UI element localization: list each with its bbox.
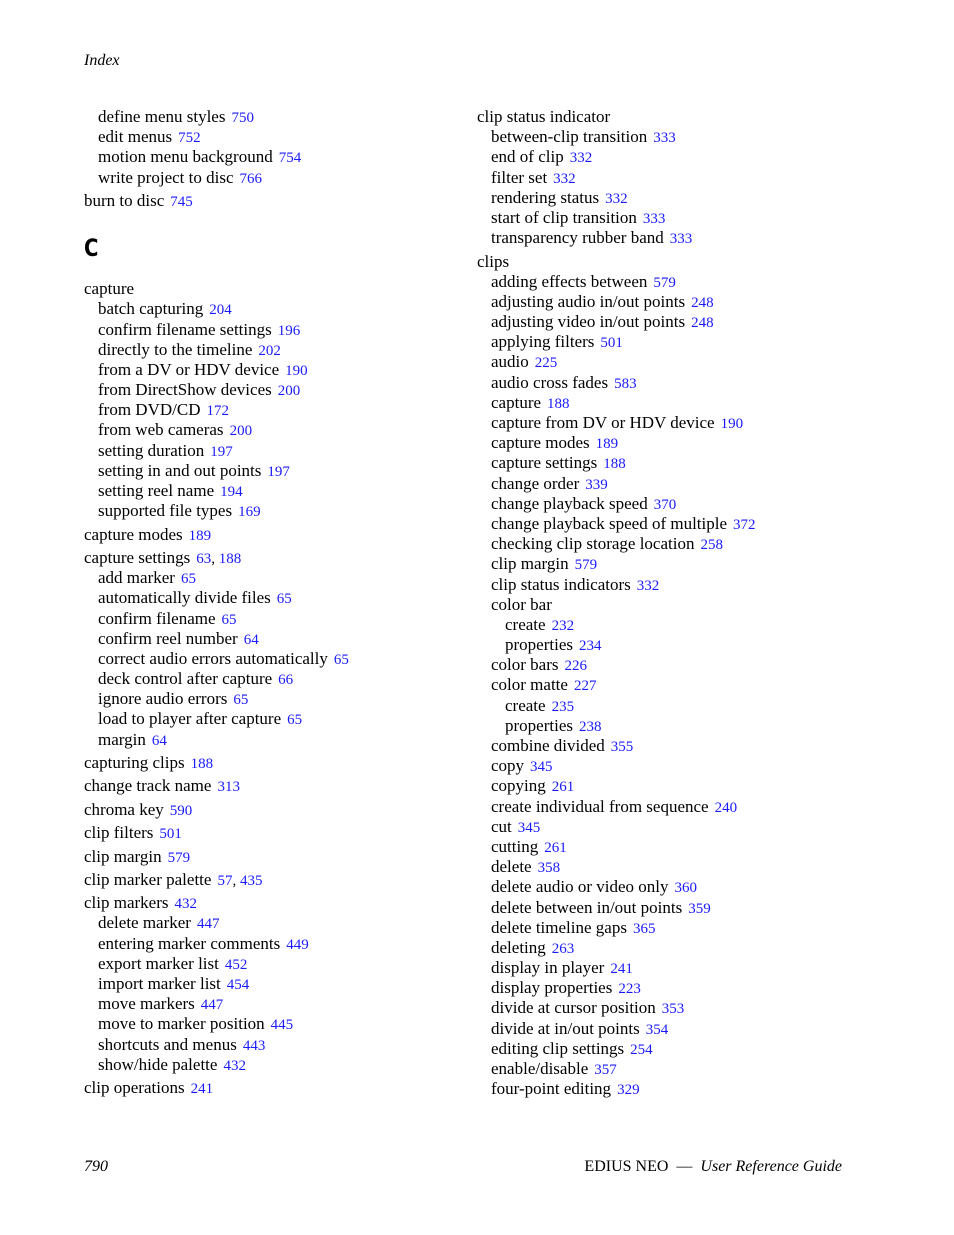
index-entry xyxy=(477,228,877,248)
index-term: export marker list xyxy=(98,953,219,973)
index-term: capture modes xyxy=(84,524,183,544)
page-link[interactable]: 65 xyxy=(333,651,349,668)
page-separator: , xyxy=(211,550,219,567)
page-link[interactable]: 63 xyxy=(196,550,212,567)
index-term: capture xyxy=(491,392,542,412)
index-entry xyxy=(84,669,464,689)
index-entry xyxy=(477,554,877,574)
page-link[interactable]: 435 xyxy=(239,872,263,889)
index-entry xyxy=(477,188,877,208)
page-link[interactable]: 196 xyxy=(277,322,301,339)
page-link[interactable]: 365 xyxy=(632,920,656,937)
index-entry xyxy=(477,575,877,595)
page-link[interactable]: 359 xyxy=(688,900,711,917)
index-term: load to player after capture xyxy=(98,709,282,729)
running-footer xyxy=(584,1157,842,1177)
index-term: audio cross fades xyxy=(491,372,609,392)
index-entry xyxy=(84,481,464,501)
index-entry xyxy=(84,127,464,147)
page-link[interactable]: 204 xyxy=(209,302,232,319)
index-entry xyxy=(477,168,877,188)
index-entry xyxy=(84,893,464,913)
index-entry xyxy=(477,107,877,127)
page-link[interactable]: 261 xyxy=(551,779,575,796)
index-term: import marker list xyxy=(98,974,221,993)
index-term: margin xyxy=(98,729,146,749)
index-entry xyxy=(477,635,877,655)
page-link[interactable]: 754 xyxy=(278,150,302,167)
index-column-left xyxy=(84,107,464,1098)
index-entry xyxy=(477,453,877,473)
index-term: properties xyxy=(505,715,573,735)
running-header: Index xyxy=(84,52,120,69)
page-number: 790 xyxy=(84,1158,108,1175)
page-link[interactable]: 501 xyxy=(159,826,182,843)
index-entry xyxy=(477,252,877,272)
index-entry xyxy=(477,938,877,958)
index-term: change track name xyxy=(84,776,212,796)
page-link[interactable]: 241 xyxy=(190,1081,214,1098)
index-term: applying filters xyxy=(491,332,595,352)
page-link[interactable]: 432 xyxy=(223,1057,246,1074)
index-entry xyxy=(477,474,877,494)
page-link[interactable]: 65 xyxy=(233,692,249,709)
page-link[interactable]: 261 xyxy=(544,839,567,856)
page-link[interactable]: 432 xyxy=(174,896,197,913)
index-term: move markers xyxy=(98,994,195,1014)
index-term: delete audio or video only xyxy=(491,877,669,897)
page-link[interactable]: 232 xyxy=(551,617,575,634)
index-term: from DirectShow devices xyxy=(98,380,272,400)
footer-product: EDIUS NEO xyxy=(584,1158,669,1175)
page-link[interactable]: 447 xyxy=(196,916,220,933)
page-link[interactable]: 333 xyxy=(642,210,666,227)
index-term: delete xyxy=(491,857,532,877)
page-link[interactable]: 254 xyxy=(630,1041,653,1058)
index-term: clip margin xyxy=(491,554,569,574)
index-entry xyxy=(84,649,464,669)
index-entry xyxy=(84,320,464,340)
page-link[interactable]: 449 xyxy=(286,936,309,953)
index-term: properties xyxy=(505,635,573,655)
page-link[interactable]: 258 xyxy=(700,537,723,554)
index-term: clip marker palette xyxy=(84,869,212,889)
page-link[interactable]: 64 xyxy=(243,631,259,648)
index-term: show/hide palette xyxy=(98,1054,218,1074)
index-term: change order xyxy=(491,473,580,493)
index-entry xyxy=(477,655,877,675)
page-link[interactable]: 65 xyxy=(276,591,292,608)
page-link[interactable]: 445 xyxy=(270,1017,294,1034)
index-term: color matte xyxy=(491,675,568,695)
index-term: from a DV or HDV device xyxy=(98,359,280,379)
page-link[interactable]: 354 xyxy=(645,1021,669,1038)
index-entry xyxy=(477,998,877,1018)
index-term: add marker xyxy=(98,568,175,588)
page-link[interactable]: 194 xyxy=(220,484,243,500)
index-term: cut xyxy=(491,816,512,836)
page-link[interactable]: 197 xyxy=(210,443,233,460)
page-link[interactable]: 65 xyxy=(287,712,303,729)
page-link[interactable]: 189 xyxy=(188,527,212,544)
index-entry xyxy=(84,279,464,299)
page-link[interactable]: 339 xyxy=(585,476,608,493)
index-term: display in player xyxy=(491,958,605,978)
index-term: clip filters xyxy=(84,823,154,843)
index-term: change playback speed of multiple xyxy=(491,513,728,533)
index-term: divide at cursor position xyxy=(491,998,656,1018)
index-term: burn to disc xyxy=(84,190,165,210)
page-link[interactable]: 65 xyxy=(221,611,237,628)
index-entry xyxy=(477,1059,877,1079)
index-entry xyxy=(477,534,877,554)
page-link[interactable]: 579 xyxy=(167,849,191,866)
index-term: chroma key xyxy=(84,799,164,819)
page-link[interactable]: 172 xyxy=(206,403,229,420)
index-term: shortcuts and menus xyxy=(98,1034,237,1054)
index-entry xyxy=(84,420,464,440)
index-entry xyxy=(477,716,877,736)
index-entry xyxy=(477,675,877,695)
index-term: rendering status xyxy=(491,187,600,207)
page-link[interactable]: 225 xyxy=(534,355,558,372)
index-term: confirm reel number xyxy=(98,628,238,648)
page-link[interactable]: 190 xyxy=(285,362,308,379)
index-term: from web cameras xyxy=(98,420,224,440)
page-link[interactable]: 241 xyxy=(610,961,633,978)
index-term: setting duration xyxy=(98,440,205,460)
index-term: change playback speed xyxy=(491,493,648,513)
index-entry xyxy=(477,147,877,167)
index-term: audio xyxy=(491,352,529,372)
section-letter: C xyxy=(84,234,99,263)
index-entry xyxy=(477,514,877,534)
page-link[interactable]: 188 xyxy=(603,456,626,473)
page-link[interactable]: 188 xyxy=(218,550,242,567)
index-entry xyxy=(477,918,877,938)
index-entry xyxy=(477,857,877,877)
index-entry xyxy=(84,380,464,400)
index-term: adjusting audio in/out points xyxy=(491,291,686,311)
index-entry xyxy=(84,360,464,380)
index-entry xyxy=(477,1039,877,1059)
index-entry xyxy=(84,441,464,461)
index-entry xyxy=(477,373,877,393)
index-term: capture xyxy=(84,279,135,299)
page-link[interactable]: 443 xyxy=(242,1037,266,1054)
page-link[interactable]: 452 xyxy=(224,956,248,973)
index-entry xyxy=(477,312,877,332)
index-term: start of clip transition xyxy=(491,207,637,227)
index-entry xyxy=(477,352,877,372)
index-term: deck control after capture xyxy=(98,669,273,689)
index-entry xyxy=(84,954,464,974)
page-link[interactable]: 358 xyxy=(537,860,561,877)
index-entry xyxy=(477,615,877,635)
page-link[interactable]: 329 xyxy=(617,1082,640,1099)
index-entry xyxy=(84,974,464,994)
index-entry xyxy=(84,501,464,521)
index-entry xyxy=(84,525,464,545)
page-link[interactable]: 235 xyxy=(551,698,575,715)
index-term: color bars xyxy=(491,655,559,675)
index-term: motion menu background xyxy=(98,147,273,167)
page-link[interactable]: 345 xyxy=(517,819,541,836)
page-link[interactable]: 333 xyxy=(653,130,676,147)
index-entry xyxy=(84,568,464,588)
page-link[interactable]: 188 xyxy=(190,756,214,772)
index-entry xyxy=(84,934,464,954)
index-term: write project to disc xyxy=(98,167,234,187)
index-term: confirm filename settings xyxy=(98,319,272,339)
index-term: four-point editing xyxy=(491,1079,612,1099)
index-entry xyxy=(84,1014,464,1034)
page-link[interactable]: 169 xyxy=(238,504,261,521)
index-term: entering marker comments xyxy=(98,933,281,953)
index-entry xyxy=(84,847,464,867)
page-link[interactable]: 200 xyxy=(277,383,301,400)
index-entry xyxy=(84,730,464,750)
index-entry xyxy=(84,1035,464,1055)
index-entry xyxy=(477,208,877,228)
page-link[interactable]: 332 xyxy=(605,190,628,207)
index-term: delete marker xyxy=(98,913,191,933)
page-link[interactable]: 223 xyxy=(618,981,641,998)
index-entry xyxy=(84,689,464,709)
index-term: batch capturing xyxy=(98,299,204,319)
index-term: directly to the timeline xyxy=(98,339,253,359)
page-link[interactable]: 579 xyxy=(574,557,598,574)
page-link[interactable]: 752 xyxy=(178,130,201,147)
index-term: capturing clips xyxy=(84,753,185,772)
index-term: color bar xyxy=(491,594,552,614)
index-entry xyxy=(84,913,464,933)
index-entry xyxy=(477,837,877,857)
index-term: transparency rubber band xyxy=(491,228,664,248)
index-entry xyxy=(477,756,877,776)
index-entry xyxy=(477,797,877,817)
index-entry xyxy=(477,877,877,897)
index-entry xyxy=(84,753,464,773)
index-entry xyxy=(477,1019,877,1039)
page-link[interactable]: 240 xyxy=(714,799,738,816)
page-link[interactable]: 357 xyxy=(594,1062,617,1078)
index-term: create xyxy=(505,695,546,715)
index-entry xyxy=(477,433,877,453)
page-link[interactable]: 200 xyxy=(229,423,253,440)
page-link[interactable]: 370 xyxy=(653,496,677,513)
index-entry xyxy=(84,299,464,319)
index-entry xyxy=(84,709,464,729)
index-term: automatically divide files xyxy=(98,588,271,608)
index-term: correct audio errors automatically xyxy=(98,648,328,668)
page-link[interactable]: 64 xyxy=(151,732,167,749)
index-entry xyxy=(84,147,464,167)
index-entry xyxy=(84,107,464,127)
index-entry xyxy=(477,978,877,998)
page-link[interactable]: 188 xyxy=(547,395,570,412)
page-link[interactable]: 355 xyxy=(610,739,634,755)
index-entry xyxy=(84,588,464,608)
page-link[interactable]: 226 xyxy=(564,658,588,675)
index-term: create individual from sequence xyxy=(491,796,709,816)
page-link[interactable]: 57 xyxy=(217,872,233,889)
index-term: supported file types xyxy=(98,501,233,521)
index-entry xyxy=(84,609,464,629)
index-entry xyxy=(477,696,877,716)
page-link[interactable]: 332 xyxy=(636,577,660,594)
page-link[interactable]: 590 xyxy=(169,802,193,819)
index-term: edit menus xyxy=(98,127,173,147)
index-entry xyxy=(84,168,464,188)
index-entry xyxy=(84,340,464,360)
index-term: delete between in/out points xyxy=(491,897,683,917)
index-term: copy xyxy=(491,756,525,776)
page-link[interactable]: 766 xyxy=(239,170,262,187)
index-entry xyxy=(477,736,877,756)
index-term: setting reel name xyxy=(98,481,215,500)
page-link[interactable]: 197 xyxy=(267,463,290,480)
index-entry xyxy=(477,494,877,514)
index-term: create xyxy=(505,614,546,634)
page-link[interactable]: 65 xyxy=(180,571,196,588)
index-term: divide at in/out points xyxy=(491,1018,640,1038)
page-link[interactable]: 248 xyxy=(691,294,714,311)
page-link[interactable]: 190 xyxy=(720,416,744,432)
index-entry xyxy=(477,595,877,615)
page-separator: , xyxy=(232,872,240,889)
index-term: capture settings xyxy=(491,453,598,473)
index-entry xyxy=(84,1078,464,1098)
page-link[interactable]: 353 xyxy=(661,1001,685,1018)
index-term: confirm filename xyxy=(98,608,216,628)
footer-guide-title: User Reference Guide xyxy=(700,1158,842,1175)
page-link[interactable]: 583 xyxy=(614,375,637,392)
index-term: end of clip xyxy=(491,147,564,167)
index-term: define menu styles xyxy=(98,107,226,126)
index-entry xyxy=(477,776,877,796)
index-entry xyxy=(477,898,877,918)
index-entry xyxy=(84,870,464,890)
index-entry xyxy=(477,817,877,837)
index-entry xyxy=(84,1055,464,1075)
index-term: combine divided xyxy=(491,736,605,755)
page-link[interactable]: 238 xyxy=(578,718,602,735)
index-term: between-clip transition xyxy=(491,127,648,147)
page-link[interactable]: 579 xyxy=(653,274,676,291)
index-term: from DVD/CD xyxy=(98,400,201,420)
index-term: adding effects between xyxy=(491,271,648,291)
index-entry xyxy=(477,393,877,413)
index-entry xyxy=(477,1079,877,1099)
index-entry xyxy=(477,272,877,292)
index-entry xyxy=(477,413,877,433)
index-term: clip status indicator xyxy=(477,107,611,126)
index-term: move to marker position xyxy=(98,1014,265,1034)
index-term: capture from DV or HDV device xyxy=(491,413,715,432)
index-entry xyxy=(84,629,464,649)
index-entry xyxy=(477,332,877,352)
page-link[interactable]: 332 xyxy=(569,150,593,167)
index-term: ignore audio errors xyxy=(98,689,228,709)
index-term: clip margin xyxy=(84,846,162,866)
page-link[interactable]: 227 xyxy=(573,678,597,695)
page-link[interactable]: 345 xyxy=(530,759,553,776)
page-link[interactable]: 332 xyxy=(553,170,576,187)
index-term: adjusting video in/out points xyxy=(491,312,686,332)
page-link[interactable]: 313 xyxy=(217,779,240,796)
index-term: enable/disable xyxy=(491,1059,589,1078)
index-entry xyxy=(84,776,464,796)
page-link[interactable]: 333 xyxy=(669,231,693,248)
index-term: clip operations xyxy=(84,1078,185,1098)
page-link[interactable]: 360 xyxy=(674,880,698,897)
index-term: clip markers xyxy=(84,893,169,913)
index-term: setting in and out points xyxy=(98,460,262,480)
index-term: cutting xyxy=(491,836,539,856)
page-link[interactable]: 745 xyxy=(170,193,193,210)
page-link[interactable]: 372 xyxy=(733,516,756,533)
index-term: deleting xyxy=(491,937,546,957)
page-link[interactable]: 501 xyxy=(600,335,623,352)
page-link[interactable]: 66 xyxy=(278,672,294,689)
index-term: clip status indicators xyxy=(491,574,631,594)
index-entry xyxy=(477,127,877,147)
index-entry xyxy=(84,400,464,420)
index-term: delete timeline gaps xyxy=(491,917,627,937)
index-entry xyxy=(84,800,464,820)
index-entry xyxy=(477,292,877,312)
index-term: editing clip settings xyxy=(491,1038,625,1058)
index-column-right xyxy=(477,107,877,1099)
index-term: capture settings xyxy=(84,547,191,567)
page-link[interactable]: 447 xyxy=(200,997,224,1014)
index-entry xyxy=(84,823,464,843)
index-term: filter set xyxy=(491,167,548,187)
index-entry xyxy=(84,548,464,568)
page-link[interactable]: 454 xyxy=(226,977,250,993)
index-term: checking clip storage location xyxy=(491,534,695,554)
index-entry xyxy=(84,461,464,481)
page-link[interactable]: 263 xyxy=(551,940,575,957)
index-entry xyxy=(84,994,464,1014)
page-link[interactable]: 248 xyxy=(691,315,714,332)
page-link[interactable]: 189 xyxy=(595,436,619,453)
index-term: copying xyxy=(491,776,546,796)
page-link[interactable]: 234 xyxy=(578,638,602,655)
index-entry xyxy=(477,958,877,978)
index-term: display properties xyxy=(491,978,613,998)
page-link[interactable]: 750 xyxy=(231,110,254,126)
page-link[interactable]: 202 xyxy=(258,342,281,359)
index-term: clips xyxy=(477,251,510,271)
index-entry xyxy=(84,191,464,211)
index-term: capture modes xyxy=(491,433,590,453)
footer-separator: — xyxy=(676,1158,693,1175)
